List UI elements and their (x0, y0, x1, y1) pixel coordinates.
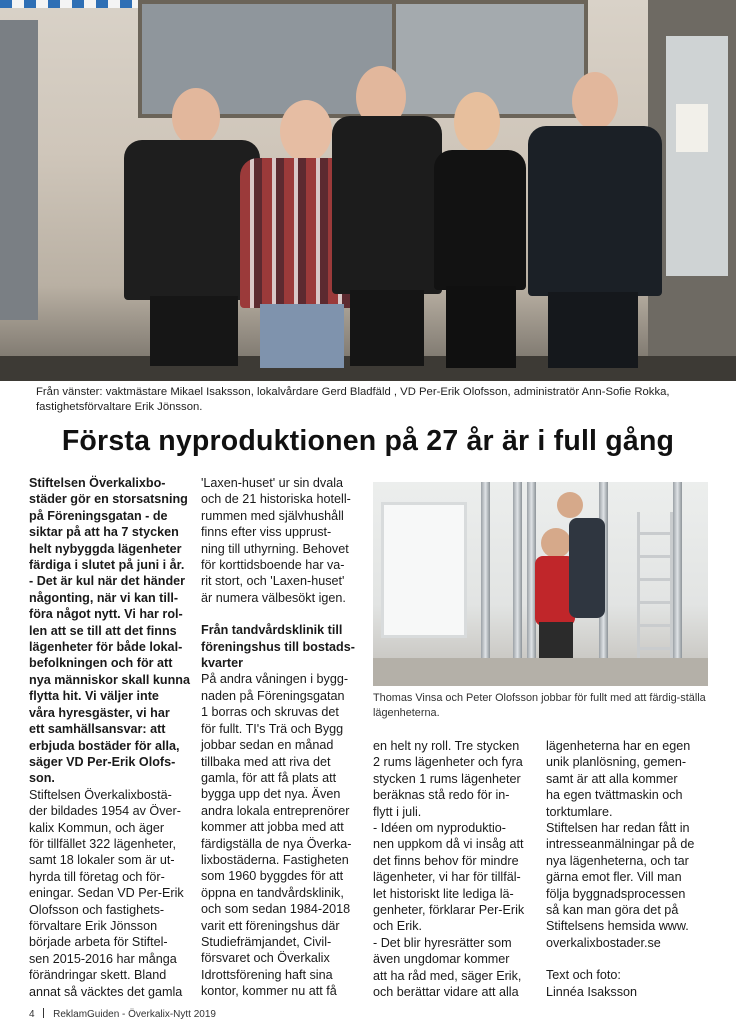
text-line: kontor, kommer nu att få (201, 984, 337, 999)
text-line: städer gör en storsatsning (29, 492, 188, 507)
text-line: säger VD Per-Erik Olofs- (29, 754, 176, 769)
ladder (637, 512, 673, 672)
worker-figure (569, 518, 605, 618)
text-line: färdiga i slutet på juni i år. (29, 558, 185, 573)
text-line: siktar på att ha 7 stycken (29, 525, 179, 540)
text-line: På andra våningen i bygg- (201, 672, 349, 687)
text-line: 1 borras och skruvas det (201, 705, 339, 720)
text-line: bygga upp det nya. Även (201, 787, 341, 802)
worker-figure (557, 492, 583, 518)
text-line: även ungdomar kommer (373, 952, 510, 967)
text-line: kalix Kommun, och äger (29, 820, 165, 835)
text-line: - Det är kul när det händer (29, 574, 186, 589)
worker-figure (541, 528, 571, 558)
text-line: att ha råd med, säger Erik, (373, 968, 522, 983)
text-line: der bildades 1954 av Över- (29, 804, 181, 819)
article-column-1 (29, 475, 202, 1000)
text-line: nya människor skall kunna (29, 672, 190, 687)
text-line: förändringar skett. Bland (29, 968, 167, 983)
text-line: genheter, förklarar Per-Erik (373, 903, 525, 918)
text-line: hyrda till företag och för- (29, 869, 165, 884)
text-line: annat så väcktes det gamla (29, 984, 183, 999)
text-line: Olofsson och fastighets- (29, 902, 165, 917)
text-line: - Idéen om nyproduktio- (373, 821, 507, 836)
text-line: Från tandvårdsklinik till (201, 623, 343, 638)
text-line: föra något nytt. Vi har rol- (29, 607, 183, 622)
text-line: våra hyresgäster, vi har (29, 705, 170, 720)
text-line: gärna emot fler. Vill man (546, 870, 682, 885)
text-line: flytta hit. Vi väljer inte (29, 689, 159, 704)
article-column-4 (546, 738, 709, 1000)
text-line: Text och foto: (546, 968, 621, 983)
construction-photo (373, 482, 708, 686)
page-number: 4 (29, 1009, 35, 1020)
text-line: lägenheterna har en egen (546, 739, 691, 753)
text-line: ha egen tvättmaskin och (546, 788, 683, 803)
text-line: overkalixbostader.se (546, 935, 661, 950)
text-line: tillbaka med att riva det (201, 754, 331, 769)
article-subheading (201, 622, 364, 671)
publication-name: ReklamGuiden - Överkalix-Nytt 2019 (53, 1009, 216, 1020)
text-line: någonting, när vi kan till- (29, 590, 179, 605)
photo-credit (546, 967, 709, 1000)
text-line: kvarter (201, 656, 244, 671)
text-line: och de 21 historiska hotell- (201, 492, 351, 507)
metal-stud (513, 482, 522, 686)
text-line: nen uppkom då vi insåg att (373, 837, 524, 852)
text-line: för fullt. TI's Trä och Bygg (201, 721, 344, 736)
floor (373, 658, 708, 686)
text-line: Stiftelsens hemsida www. (546, 919, 689, 934)
text-line: ett samhällsansvar: att (29, 722, 166, 737)
text-line: unik planlösning, gemen- (546, 755, 687, 770)
text-line: Studiefrämjandet, Civil- (201, 934, 332, 949)
article-body (29, 787, 202, 1000)
room-window (381, 502, 467, 638)
text-line: Idrottsförening haft sina (201, 967, 333, 982)
text-line: rit stort, och 'Laxen-huset' (201, 574, 345, 589)
text-line: nya lägenheterna, och tar (546, 853, 689, 868)
text-line: len att se till att det finns (29, 623, 177, 638)
text-line: så kan man göra det på (546, 903, 679, 918)
text-line: ning till uthyrning. Behovet (201, 541, 349, 556)
text-line: eningar. Sedan VD Per-Erik (29, 886, 184, 901)
group-photo (0, 0, 736, 381)
text-line: son. (29, 771, 55, 786)
text-line: det finns behov för mindre (373, 853, 519, 868)
text-line: och som sedan 1984-2018 (201, 902, 351, 917)
text-line: för tillfället 322 lägenheter, (29, 836, 177, 851)
text-line: lixbostäderna. Fastigheten (201, 852, 349, 867)
text-line: lägenheter, vi har för tillfäl- (373, 870, 521, 885)
door-glass (666, 36, 728, 276)
text-line: varit ett föreningshus där (201, 918, 340, 933)
text-line: öppna en tandvårdsklinik, (201, 885, 344, 900)
text-line: Linnéa Isaksson (546, 984, 638, 999)
text-line: - Det blir hyresrätter som (373, 935, 512, 950)
text-line: gamla, för att få plats att (201, 770, 337, 785)
text-line: färdigställa de nya Överka- (201, 836, 352, 851)
text-line: jobbar sedan en månad (201, 738, 334, 753)
metal-stud (673, 482, 682, 686)
text-line: Stiftelsen har redan fått in (546, 821, 690, 836)
text-line: Stiftelsen Överkalixbostä- (29, 787, 172, 802)
text-line: let historiskt lite lediga lä- (373, 886, 514, 901)
text-line: samt 18 lokaler som är ut- (29, 853, 175, 868)
text-line: och berättar vidare att alla (373, 985, 519, 1000)
text-line: förvaltare Erik Jönsson (29, 918, 158, 933)
photo-caption: Thomas Vinsa och Peter Olofsson jobbar för fullt med att färdig-ställa lägenheterna. (373, 692, 706, 719)
text-line: en helt ny roll. Tre stycken (373, 739, 520, 753)
metal-stud (481, 482, 490, 686)
text-line: naden på Föreningsgatan (201, 688, 345, 703)
text-line: och Erik. (373, 919, 422, 934)
text-line: andra lokala entreprenörer (201, 803, 350, 818)
text-line: beräknas stå redo för in- (373, 788, 510, 803)
text-line: är numera välbesökt igen. (201, 590, 346, 605)
text-line: 'Laxen-huset' ur sin dvala (201, 476, 344, 490)
building-wall (0, 20, 38, 320)
footer-divider (43, 1008, 44, 1018)
text-line: befolkningen och för att (29, 656, 173, 671)
article-column-3 (373, 738, 536, 1001)
article-lead (29, 475, 202, 787)
text-line: intresseanmälningar på de (546, 837, 695, 852)
text-line: Stiftelsen Överkalixbo- (29, 476, 166, 490)
text-line: som 1960 byggdes för att (201, 869, 344, 884)
text-line: 2 rums lägenheter och fyra (373, 755, 523, 770)
text-line: lägenheter för både lokal- (29, 640, 183, 655)
text-line: rummen med självhushåll (201, 508, 344, 523)
door-notice (676, 104, 708, 152)
text-line: för korttidsboende har va- (201, 558, 345, 573)
text-line: erbjuda bostäder för alla, (29, 738, 180, 753)
text-line: finns efter viss upprust- (201, 525, 332, 540)
photo-caption: Från vänster: vaktmästare Mikael Isaksson, lokalvårdare Gerd Bladfäld , VD Per-Erik Olofsson, administratör Ann-Sofie Rokka, fastighetsförvaltare Erik Jönsson. (36, 386, 670, 413)
text-line: stycken 1 rums lägenheter (373, 771, 521, 786)
text-line: föreningshus till bostads- (201, 639, 355, 654)
text-line: samt är att alla kommer (546, 771, 678, 786)
text-line: torktumlare. (546, 804, 613, 819)
text-line: på Föreningsgatan - de (29, 508, 168, 523)
article-column-2 (201, 475, 364, 1000)
page-footer (29, 1008, 216, 1020)
article-headline: Första nyproduktionen på 27 år är i full gång (61, 425, 675, 457)
text-line: flytt i juli. (373, 804, 422, 819)
text-line: kommer att jobba med att (201, 820, 344, 835)
text-line: sen 2015-2016 har många (29, 951, 177, 966)
text-line: försvaret och Överkalix (201, 951, 330, 966)
text-line: helt nybyggda lägenheter (29, 541, 182, 556)
text-line: följa byggnadsprocessen (546, 886, 686, 901)
text-line: började arbeta för Stiftel- (29, 935, 168, 950)
